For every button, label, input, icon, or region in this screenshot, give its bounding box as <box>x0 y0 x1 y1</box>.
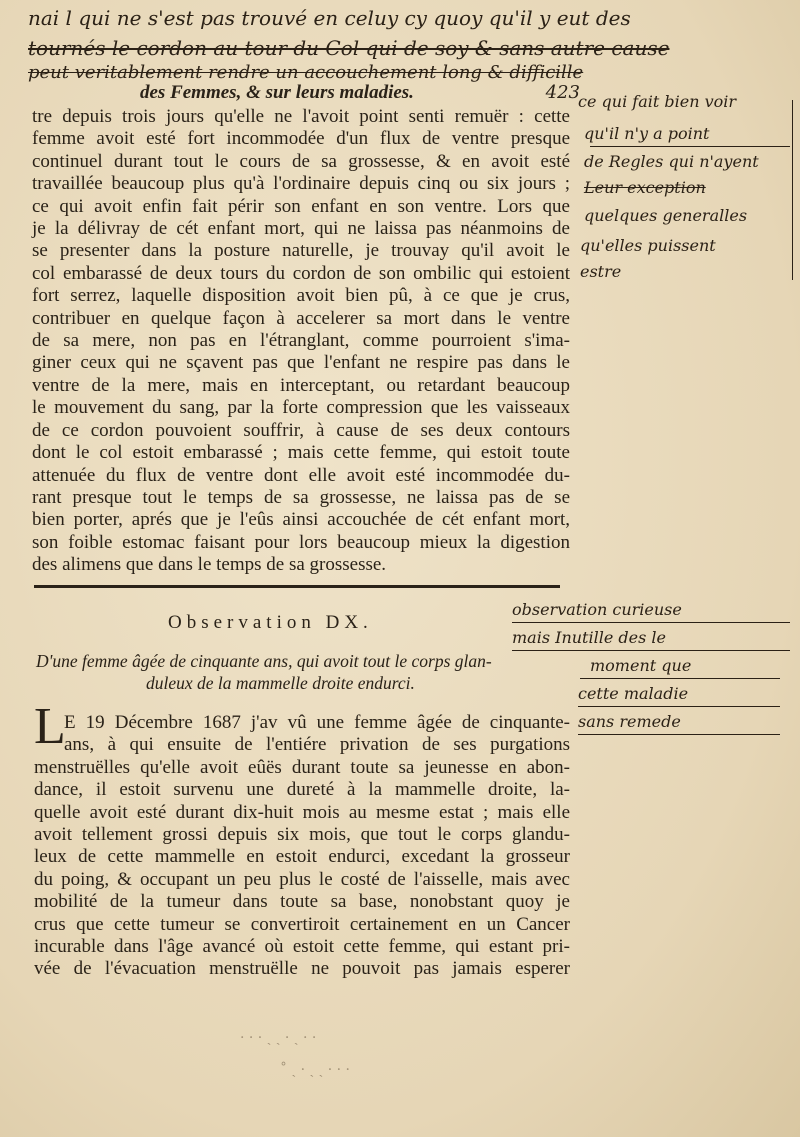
text-line: fort serrez, laquelle disposition avoit bien pû, à ce que je crus, <box>32 285 570 307</box>
text-line: continuel durant tout le cours de sa grossesse, & en avoit esté <box>32 150 570 172</box>
handwritten-note-top-2: tournés le cordon au tour du Col qui de soy & sans autre cause <box>28 36 670 60</box>
subtitle-line: D'une femme âgée de cinquante ans, qui avoit tout le corps glan- <box>36 651 492 671</box>
margin-underline <box>590 146 790 147</box>
margin-note-1: ce qui fait bien voir <box>578 92 737 111</box>
margin-underline <box>578 734 780 735</box>
margin-note-2: qu'il n'y a point <box>584 124 710 143</box>
text-line: rant presque tout le temps de sa grossesse, ne laissa pas de se <box>32 486 570 508</box>
obs-margin-note-1: observation curieuse <box>512 600 682 619</box>
text-line: E 19 Décembre 1687 j'av vû une femme âgée de cinquante- <box>64 712 570 733</box>
text-line: des alimens que dans le temps de sa grossesse. <box>32 554 387 576</box>
text-line: je la délivray de cét enfant mort, qui ne laissa pas néanmoins de <box>32 218 570 240</box>
text-line: femme avoit esté fort incommodée d'un flux de ventre presque <box>32 128 570 150</box>
text-line: attenuée du flux de ventre dont elle avoit esté incommodée du- <box>32 464 570 486</box>
margin-underline <box>512 650 790 651</box>
text-line: dance, il estoit survenu une dureté à la mammelle droite, la- <box>34 779 570 801</box>
text-line: menstruëlles qu'elle avoit eûës durant toute sa jeunesse en abon- <box>34 756 570 778</box>
text-line: tre depuis trois jours qu'elle ne l'avoit point senti remuër : cette <box>32 106 570 127</box>
margin-bracket <box>792 100 793 280</box>
bleed-through-marks: · · · ˎ ˏ · ˎ · · <box>240 1030 317 1046</box>
text-line: avoit tellement grossi depuis six mois, que tout le corps glandu- <box>34 824 570 846</box>
text-line: mobilité de la tumeur dans toute sa base, nonobstant quoy je <box>34 891 570 913</box>
margin-underline <box>578 706 780 707</box>
obs-margin-note-5: sans remede <box>578 712 681 731</box>
text-line: ce qui avoit enfin fait périr son enfant en son ventre. Lors que <box>32 195 570 217</box>
bleed-through-marks: ˚ ˎ · ˏ ˎ · · · <box>280 1062 350 1078</box>
text-line: de sa mere, non pas en l'étranglant, comme pourroient s'ima- <box>32 330 570 352</box>
text-line: leux de cette mammelle en estoit endurci, excedant la grosseur <box>34 846 570 868</box>
margin-underline <box>512 622 790 623</box>
page-number: 423 <box>545 82 580 103</box>
text-line: travaillée beaucoup plus qu'à l'ordinaire depuis cinq ou six jours ; <box>32 173 570 195</box>
obs-margin-note-2: mais Inutille des le <box>512 628 666 647</box>
text-line: col embarassé de deux tours du cordon de son ombilic qui estoient <box>32 262 570 284</box>
observation-subtitle <box>36 650 566 694</box>
text-line: du poing, & occupant un peu plus le costé de l'aisselle, mais avec <box>34 868 570 890</box>
text-line: se presenter dans la posture naturelle, je trouvay qu'il avoit le <box>32 240 570 262</box>
paragraph-continuation <box>32 106 570 577</box>
text-line: ventre de la mere, mais en interceptant, ou retardant beaucoup <box>32 374 570 396</box>
handwritten-note-top-1: nai l qui ne s'est pas trouvé en celuy cy quoy qu'il y eut des <box>28 6 631 30</box>
obs-margin-note-3: moment que <box>590 656 692 675</box>
running-title: des Femmes, & sur leurs maladies. <box>140 82 414 103</box>
margin-note-6: qu'elles puissent <box>580 236 716 255</box>
text-line: incurable dans l'âge avancé où estoit cette femme, qui estant pri- <box>34 936 570 958</box>
margin-underline <box>580 678 780 679</box>
text-line: giner ceux qui ne sçavent pas que l'enfant ne respire pas dans le <box>32 352 570 374</box>
running-header <box>140 82 580 104</box>
margin-note-3: de Regles qui n'ayent <box>584 152 759 171</box>
obs-margin-note-4: cette maladie <box>578 684 689 703</box>
text-line: de ce cordon pouvoient souffrir, à cause de ses deux contours <box>32 419 570 441</box>
section-rule <box>34 585 560 588</box>
observation-title: Observation DX. <box>168 612 373 633</box>
margin-note-7: estre <box>580 262 622 281</box>
text-line: bien porter, aprés que je l'eûs ainsi accouchée de cét enfant mort, <box>32 509 570 531</box>
observation-paragraph <box>34 712 570 981</box>
text-line: dont le col estoit embarassé ; mais cette femme, qui estoit toute <box>32 442 570 464</box>
text-line: contribuer en quelque façon à accelerer sa mort dans le ventre <box>32 307 570 329</box>
text-line: vée de l'évacuation menstruëlle ne pouvoit pas jamais esperer <box>34 958 570 980</box>
handwritten-note-top-3: peut veritablement rendre un accouchement long & difficille <box>28 62 584 83</box>
text-line: quelle avoit esté durant dix-huit mois au mesme estat ; mais elle <box>34 801 570 823</box>
subtitle-line: duleux de la mammelle droite endurci. <box>146 673 415 693</box>
text-line: le mouvement du sang, par la forte compression que les vaisseaux <box>32 397 570 419</box>
drop-cap: L <box>34 698 66 755</box>
margin-note-5: quelques generalles <box>584 206 748 225</box>
text-line: ans, à qui ensuite de l'entiére privation de ses purgations <box>64 734 570 756</box>
margin-note-4: Leur exception <box>584 178 706 197</box>
text-line: crus que cette tumeur se convertiroit certainement en un Cancer <box>34 913 570 935</box>
text-line: son foible estomac faisant pour lors beaucoup mieux la digestion <box>32 531 570 553</box>
